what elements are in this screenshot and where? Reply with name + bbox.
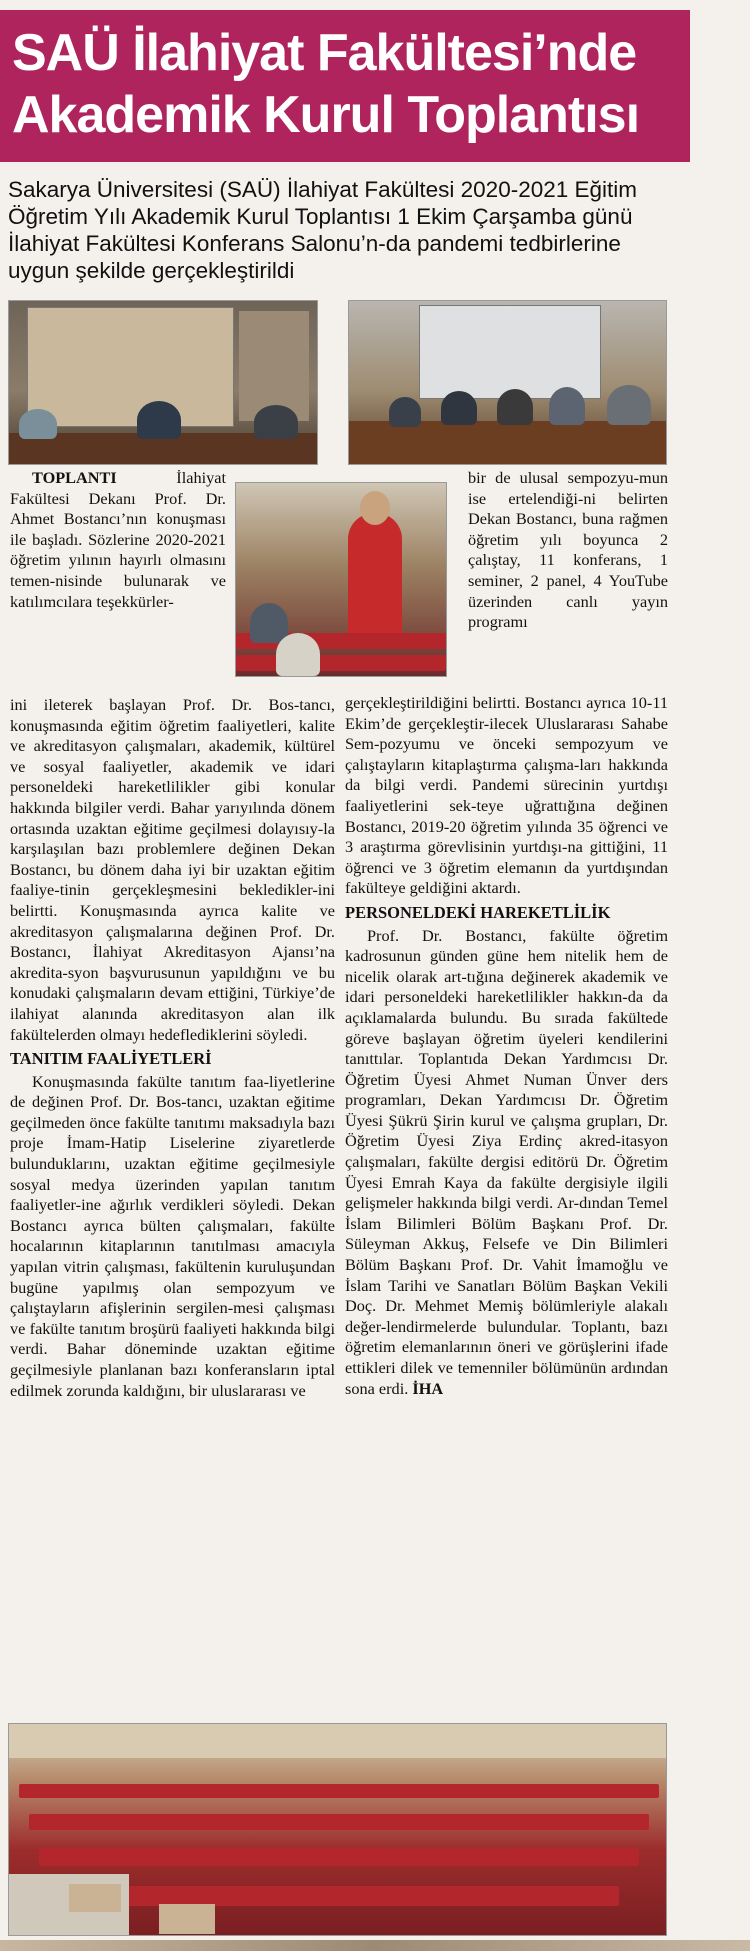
person <box>389 397 421 427</box>
agency-credit: İHA <box>412 1378 444 1398</box>
photo-panel-members <box>348 300 667 465</box>
person <box>19 409 57 439</box>
column-2-body <box>345 693 668 1399</box>
lead-paragraph: Sakarya Üniversitesi (SAÜ) İlahiyat Fakültesi 2020-2021 Eğitim Öğretim Yılı Akademik Kurul Toplantısı 1 Ekim Çarşamba günü İlahiyat Fakültesi Konferans Salonu’n-da pandemi tedbirlerine uygun şekilde gerçekleştirildi <box>8 177 638 283</box>
column-2-paragraph: gerçekleştirildiğini belirtti. Bostancı ayrıca 10-11 Ekim’de gerçekleştir-ilecek Uluslararası Sahabe Sem-pozyumu ve önceki sempozyum ve çalıştayların kitaplaştırma çalışma-ları hakkında da bilgi verdi. Pandemi sürecinin yurtdışı faaliyetlerini sek-teye uğrattığına değinen Bostancı, 2019-20 öğretim yılında 35 öğrenci ve 3 araştırma görevlisinin yurtdışı-na gittiğini, 11 öğrenci ve 3 öğretim elemanın da yurtdışından fakülteye geldiğini aktardı. <box>345 693 668 898</box>
side-table <box>159 1904 215 1934</box>
photo-audience-hall <box>8 1723 667 1936</box>
lead-word: TOPLANTI <box>32 468 117 487</box>
bottom-strip <box>0 1940 750 1951</box>
person-head <box>360 491 390 525</box>
person-red-shirt <box>348 513 402 648</box>
section-tanitim-text: Konuşmasında fakülte tanıtım faa-liyetlerine de değinen Prof. Dr. Bos-tancı, uzaktan eğitime geçilmeden önce fakülte tanıtımı maksadıyla bazı proje İmam-Hatip Liselerine ziyaretlerde bulunduklarını, uzaktan eğitime geçilmesiyle sosyal medya üzerinden yapılan tanıtım faaliyetler-ine ağırlık verdikleri söyledi. Dekan Bostancı ayrıca bülten çalışmaları, fakülte hocalarının kitaplarının tanıtılması amacıyla yapılan vitrin çalışması, fakültenin kuruluşundan bugüne yapılmış olan sempozyum ve çalıştayların afişlerinin sergilen-mesi çalışması ve fakülte tanıtım broşürü faaliyeti hakkında bilgi verdi. Bahar döneminde uzaktan eğitime geçilmesiyle planlanan bazı konferansların iptal edilmek zorunda kaldığını, bir uluslararası ve <box>10 1071 335 1400</box>
person <box>276 633 320 676</box>
headline-banner <box>0 10 690 162</box>
column-1-paragraph: ini ileterek başlayan Prof. Dr. Bos-tancı, konuşmasında eğitim öğretim faaliyetleri, kalite ve akreditasyon çalışmaları, akademik, kültürel ve sosyal faaliyetler, akademik ve idari personeldeki hareketlilikler gibi konular hakkında bilgiler verdi. Bahar yarıyılında dönem ortasında uzaktan eğitime geçilmesi dolayısıy-la karşılaşılan bazı problemlere değinen Dekan Bostancı, bu dönem daha iyi bir uzaktan eğitim faaliye-tinin gerçekleşmesini bekledikler-ini belirtti. Konuşmasında ayrıca kalite ve akreditasyon çalışmalarına değinen Prof. Dr. Bostancı, İlahiyat Akreditasyon Ajansı’na akredita-syon başvurusunun yapıldığını ve bu konudaki çalışmaların devam ettiğini, Türkiye’de ilahiyat alanında akreditasyon alan ilk fakültelerden olmayı hedeflediklerini söyledi. <box>10 695 335 1044</box>
section-personel-text: Prof. Dr. Bostancı, fakülte öğretim kadrosunun günden güne hem nitelik hem de nicelik olarak art-tığına değinerek akademik ve idari personeldeki hareketlilikler hakkın-da da açıklamalarda bulundu. Bu sırada fakültede göreve başlayan öğretim üyeleri kendilerini tanıttılar. Toplantıda Dekan Yardımcısı Dr. Öğretim Üyesi Ahmet Numan Ünver ders programları, Dekan Yardımcısı Dr. Öğretim Üyesi Şükrü Şirin kurul ve çalışma grupları, Dr. Öğretim Üyesi Ziya Erdinç akred-itasyon çalışmaları, fakülte dergisi editörü Dr. Öğretim Üyesi Emrah Kaya da fakülte dergisiyle ilgili gelişmeler hakkında bilgi verdi. Ar-dından Temel İslam Bilimleri Bölüm Başkanı Prof. Dr. Süleyman Akkuş, Felsefe ve Din Bilimleri Bölüm Başkanı Prof. Dr. Vahit İmamoğlu ve İslam Tarihi ve Sanatları Bölüm Başkan Vekili Doç. Dr. Mehmet Memiş bölümleriyle alakalı değer-lendirmelerde bulundular. Toplantı, bazı öğretim elemanlarının öneri ve görüşlerini ifade ettikleri dilek ve temenniler bölümünün ardından sona erdi. <box>345 925 668 1398</box>
person <box>497 389 533 425</box>
column-1-top <box>10 468 226 612</box>
person <box>250 603 288 643</box>
person <box>254 405 298 439</box>
column-1-top-text: İlahiyat Fakültesi Dekanı Prof. Dr. Ahmet Bostancı’nın konuşması ile başladı. Sözlerine 2020-2021 öğretim yılının hayırlı olmasını temen-nisinde bulunarak ve katılımcılara teşekkürler- <box>10 468 226 611</box>
column-2-top: bir de ulusal sempozyu-mun ise ertelendiği-ni belirten Dekan Bostancı, buna rağmen öğretim yılı boyunca 2 çalıştay, 11 konferans, 1 seminer, 2 panel, 4 YouTube üzerinden canlı yayın programı <box>468 468 668 632</box>
photo-audience-speaker <box>235 482 447 677</box>
projection-screen <box>419 305 601 399</box>
headline-line-1: SAÜ İlahiyat Fakültesi’nde <box>12 24 637 82</box>
seat-row <box>39 1848 639 1866</box>
seat-row <box>236 655 446 671</box>
photo-speakers-panel <box>8 300 318 465</box>
seat-row <box>19 1784 659 1798</box>
headline-line-2: Akademik Kurul Toplantısı <box>12 86 640 144</box>
person <box>607 385 651 425</box>
person <box>137 401 181 439</box>
projection-screen <box>27 307 234 427</box>
column-1-body <box>10 695 335 1401</box>
panel-table <box>349 421 666 464</box>
person <box>549 387 585 425</box>
section-heading-tanitim: TANITIM FAALİYETLERİ <box>10 1049 212 1069</box>
seat-row <box>29 1814 649 1830</box>
hall-wall <box>9 1724 666 1758</box>
seat-row <box>59 1886 619 1906</box>
side-table <box>69 1884 121 1912</box>
person <box>441 391 477 425</box>
section-heading-personel: PERSONELDEKİ HAREKETLİLİK <box>345 902 611 922</box>
